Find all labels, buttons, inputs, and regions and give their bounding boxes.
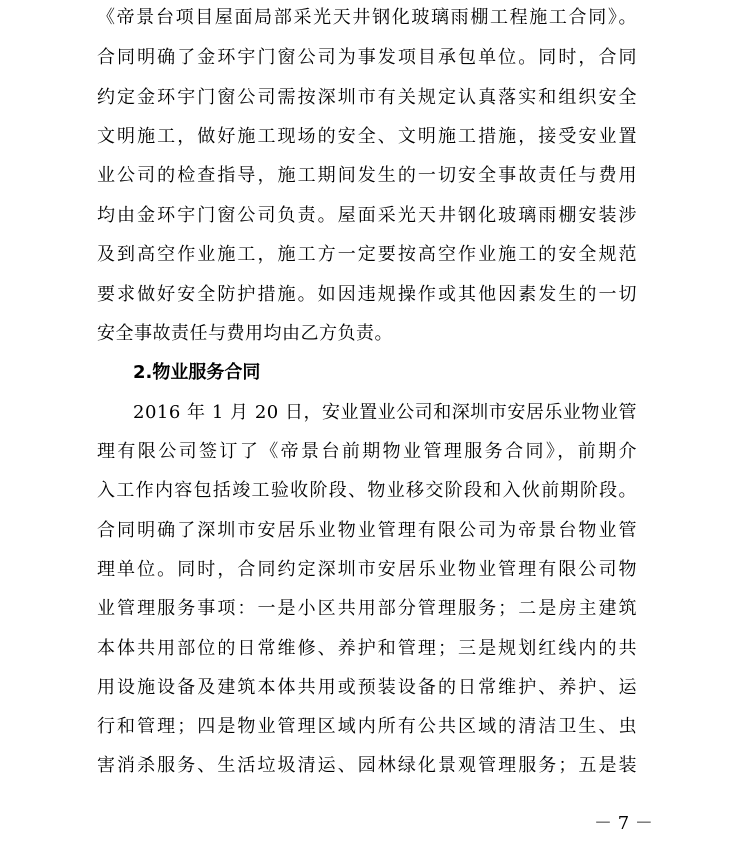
paragraph-line: 行和管理；四是物业管理区域内所有公共区域的清洁卫生、虫 xyxy=(97,716,637,737)
paragraph-line: 文明施工，做好施工现场的安全、文明施工措施，接受安业置 xyxy=(97,126,637,147)
paragraph-line: 及到高空作业施工，施工方一定要按高空作业施工的安全规范 xyxy=(97,244,637,265)
paragraph-line: 害消杀服务、生活垃圾清运、园林绿化景观管理服务；五是装 xyxy=(97,755,637,776)
paragraph-line: 安全事故责任与费用均由乙方负责。 xyxy=(97,323,393,344)
paragraph-line: 业管理服务事项：一是小区共用部分管理服务；二是房主建筑 xyxy=(97,598,637,619)
page-number: － 7 － xyxy=(594,813,653,834)
paragraph-line: 合同明确了金环宇门窗公司为事发项目承包单位。同时，合同 xyxy=(97,47,637,68)
paragraph-line: 理有限公司签订了《帝景台前期物业管理服务合同》，前期介 xyxy=(97,441,637,462)
paragraph-line: 约定金环宇门窗公司需按深圳市有关规定认真落实和组织安全 xyxy=(97,87,637,108)
paragraph-line: 本体共用部位的日常维修、养护和管理；三是规划红线内的共 xyxy=(97,638,637,659)
paragraph-line: 合同明确了深圳市安居乐业物业管理有限公司为帝景台物业管 xyxy=(97,520,637,541)
paragraph-line: 要求做好安全防护措施。如因违规操作或其他因素发生的一切 xyxy=(97,284,637,305)
paragraph-line: 均由金环宇门窗公司负责。屋面采光天井钢化玻璃雨棚安装涉 xyxy=(97,205,637,226)
paragraph-line: 业公司的检查指导，施工期间发生的一切安全事故责任与费用 xyxy=(97,165,637,186)
paragraph-line: 用设施设备及建筑本体共用或预装设备的日常维护、养护、运 xyxy=(97,677,637,698)
paragraph-line: 《帝景台项目屋面局部采光天井钢化玻璃雨棚工程施工合同》。 xyxy=(97,7,637,28)
section-heading: 2.物业服务合同 xyxy=(133,362,261,383)
paragraph-line: 2016 年 1 月 20 日，安业置业公司和深圳市安居乐业物业管 xyxy=(133,402,637,423)
paragraph-line: 入工作内容包括竣工验收阶段、物业移交阶段和入伙前期阶段。 xyxy=(97,480,637,501)
paragraph-line: 理单位。同时，合同约定深圳市安居乐业物业管理有限公司物 xyxy=(97,559,637,580)
